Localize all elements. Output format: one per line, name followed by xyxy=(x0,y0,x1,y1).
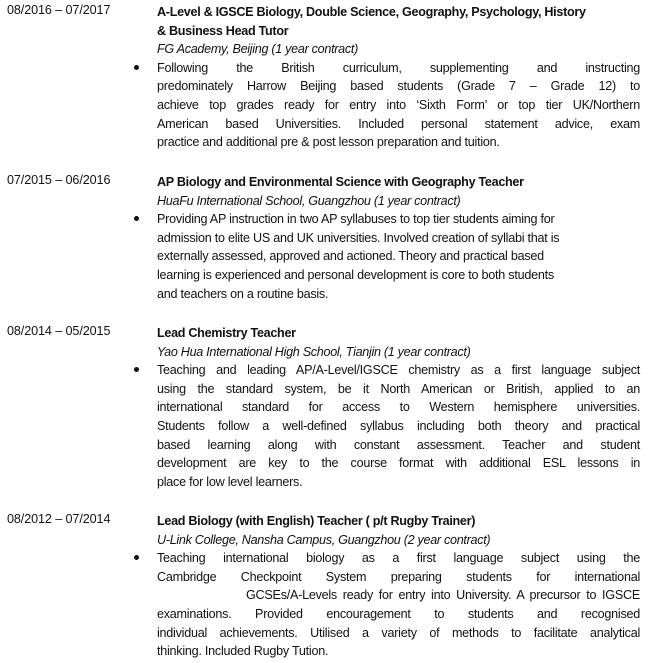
entry-description xyxy=(157,361,640,491)
entry-title xyxy=(157,173,640,192)
bullet-icon xyxy=(134,216,139,221)
bullet-icon xyxy=(134,555,139,560)
entry-dates: 08/2016 – 07/2017 xyxy=(7,3,111,17)
entry-organization: Yao Hua International High School, Tianjin (1 year contract) xyxy=(157,344,471,359)
description-line: GCSEs/A-Levels ready for entry into University. A precursor to IGSCE xyxy=(246,588,640,603)
description-line: Following the British curriculum, supplementing and instructing xyxy=(157,60,640,75)
title-line: AP Biology and Environmental Science with Geography Teacher xyxy=(157,175,524,189)
description-line: predominately Harrow Beijing based students (Grade 7 – Grade 12) to xyxy=(157,79,640,94)
entry-title xyxy=(157,3,640,40)
description-line: Providing AP instruction in two AP syllabuses to top tier students aiming for xyxy=(157,212,555,227)
entry-organization: U-Link College, Nansha Campus, Guangzhou (2 year contract) xyxy=(157,532,491,547)
entry-content xyxy=(157,324,640,491)
entry-bullet xyxy=(157,361,640,491)
description-line: place for low level learners. xyxy=(157,474,303,489)
description-line: externally assessed, approved and actioned. Theory and practical based xyxy=(157,249,544,264)
entry-content xyxy=(157,173,640,303)
entry-bullet xyxy=(157,59,640,152)
entry-description xyxy=(157,59,640,152)
description-line: examinations. Provided encouragement to students and recognised xyxy=(157,606,640,621)
description-line: development are key to the course format with additional ESL lessons in xyxy=(157,456,640,471)
entry-description xyxy=(157,549,640,661)
description-line: achieve top grades ready for entry into ‘Sixth Form’ or top tier UK/Northern xyxy=(157,97,640,112)
bullet-icon xyxy=(134,367,139,372)
title-line: Lead Biology (with English) Teacher ( p/t Rugby Trainer) xyxy=(157,514,476,528)
description-line: international standard for access to Western hemisphere universities. xyxy=(157,400,640,415)
entry-bullet xyxy=(157,549,640,661)
description-line: thinking. Included Rugby Tution. xyxy=(157,644,329,659)
bullet-icon xyxy=(134,65,139,70)
entry-description xyxy=(157,210,640,303)
description-line: learning is experienced and personal development is core to both students xyxy=(157,267,554,282)
entry-content xyxy=(157,512,640,661)
title-line: Lead Chemistry Teacher xyxy=(157,326,296,340)
description-line: individual achievements. Utilised a variety of methods to facilitate analytical xyxy=(157,625,640,640)
description-line: and teachers on a routine basis. xyxy=(157,286,329,301)
entry-content xyxy=(157,3,640,152)
description-line: based learning along with constant assessment. Teacher and student xyxy=(157,437,640,452)
entry-dates: 08/2012 – 07/2014 xyxy=(7,512,111,526)
title-line: & Business Head Tutor xyxy=(157,23,289,38)
entry-dates: 08/2014 – 05/2015 xyxy=(7,324,111,338)
description-line: practice and additional pre & post lesson preparation and tuition. xyxy=(157,135,500,150)
description-line: Teaching international biology as a first language subject using the xyxy=(157,551,640,566)
entry-title xyxy=(157,324,640,343)
description-line: American based Universities. Included personal statement advice, exam xyxy=(157,116,640,131)
description-line: Teaching and leading AP/A-Level/IGSCE chemistry as a first language subject xyxy=(157,363,640,378)
description-line: Students follow a well-defined syllabus including both theory and practical xyxy=(157,418,640,433)
description-line: using the standard system, be it North American or British, applied to an xyxy=(157,381,640,396)
entry-title xyxy=(157,512,640,531)
description-line: Cambridge Checkpoint System preparing students for international xyxy=(157,569,640,584)
entry-bullet xyxy=(157,210,640,303)
entry-dates: 07/2015 – 06/2016 xyxy=(7,173,111,187)
description-line: admission to elite US and UK universities. Involved creation of syllabi that is xyxy=(157,230,560,245)
title-line: A-Level & IGSCE Biology, Double Science, Geography, Psychology, History xyxy=(157,5,586,19)
entry-organization: HuaFu International School, Guangzhou (1 year contract) xyxy=(157,193,461,208)
entry-organization: FG Academy, Beijing (1 year contract) xyxy=(157,42,358,57)
